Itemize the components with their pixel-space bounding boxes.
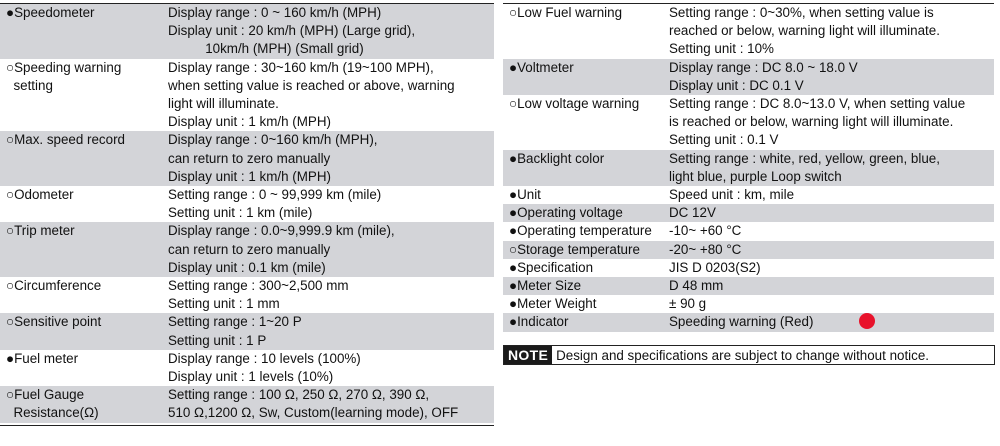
spec-value: ± 90 g [669, 296, 707, 312]
spec-value: Display range : 0 ~ 160 km/h (MPH) Display unit : 20 km/h (MPH) (Large grid), 10km/h (MPH) (Small grid) [168, 4, 494, 59]
spec-row-low-voltage-warning [503, 95, 994, 150]
spec-value: Setting range : white, red, yellow, green, blue, light blue, purple Loop switch [669, 150, 994, 186]
spec-value: Speed unit : km, mile [669, 187, 795, 203]
note-badge: NOTE [504, 346, 552, 364]
spec-row-speeding-warning [0, 59, 494, 132]
spec-row-meter-weight [503, 295, 994, 313]
spec-value: Setting range : 0 ~ 99,999 km (mile) Setting unit : 1 km (mile) [168, 187, 382, 221]
right-spec-table [503, 4, 994, 332]
spec-row-circumference [0, 277, 494, 313]
spec-value: Setting range : 0~30%, when setting value is reached or below, warning light will illuminate. Setting unit : 10% [669, 5, 940, 57]
spec-row-sensitive-point [0, 313, 494, 349]
spec-label: ●Voltmeter [503, 59, 669, 95]
spec-row-indicator [503, 313, 994, 331]
spec-row-unit [503, 186, 994, 204]
note-text: Design and specifications are subject to change without notice. [556, 347, 930, 363]
spec-row-specification [503, 259, 994, 277]
spec-value: -10~ +60 °C [669, 223, 742, 239]
spec-label: ●Operating voltage [503, 204, 669, 222]
spec-label: ●Meter Weight [509, 296, 597, 312]
spec-label: ●Backlight color [503, 150, 669, 186]
spec-label: ●Meter Size [503, 277, 669, 295]
spec-row-fuel-meter [0, 350, 494, 386]
left-spec-table [0, 4, 494, 423]
spec-label: ○Circumference [6, 278, 102, 294]
spec-value: Setting range : 1~20 P Setting unit : 1 P [168, 313, 494, 349]
spec-value: Display range : DC 8.0 ~ 18.0 V Display unit : DC 0.1 V [669, 59, 994, 95]
spec-value: Setting range : 100 Ω, 250 Ω, 270 Ω, 390 Ω, 510 Ω,1200 Ω, Sw, Custom(learning mode), OFF [168, 386, 494, 422]
spec-row-storage-temperature [503, 241, 994, 259]
spec-label: ●Indicator [503, 313, 669, 331]
spec-label: ○Max. speed record [0, 131, 168, 186]
indicator-text: Speeding warning (Red) [669, 314, 814, 330]
spec-row-max-speed [0, 131, 494, 186]
spec-row-trip-meter [0, 222, 494, 277]
spec-label: ○Speeding warning setting [6, 59, 122, 93]
spec-row-speedometer [0, 4, 494, 59]
spec-value: D 48 mm [669, 277, 994, 295]
spec-label: ●Speedometer [0, 4, 168, 59]
spec-value: Display range : 10 levels (100%) Display unit : 1 levels (10%) [168, 350, 361, 385]
spec-row-odometer [0, 186, 494, 222]
spec-label: ○Sensitive point [0, 313, 168, 349]
spec-row-meter-size [503, 277, 994, 295]
red-indicator-dot-icon [859, 313, 875, 329]
spec-label: ○Fuel Gauge Resistance(Ω) [0, 386, 168, 422]
spec-label: ○Trip meter [0, 222, 168, 277]
spec-label: ●Unit [509, 187, 541, 203]
spec-value: Setting range : 300~2,500 mm Setting unit : 1 mm [168, 278, 349, 312]
spec-label: ○Storage temperature [503, 241, 669, 259]
spec-row-fuel-gauge-resistance [0, 386, 494, 422]
spec-label: ○Odometer [6, 187, 74, 203]
spec-label: ○Low voltage warning [509, 96, 640, 112]
spec-value: -20~ +80 °C [669, 241, 994, 259]
spec-label: ○Low Fuel warning [509, 5, 623, 20]
spec-label: ●Specification [509, 259, 594, 275]
note-box [503, 345, 995, 365]
spec-value: Display range : 0.0~9,999.9 km (mile), can return to zero manually Display unit : 0.1 km (mile) [168, 222, 494, 277]
spec-row-operating-temperature [503, 222, 994, 240]
spec-label: ●Fuel meter [6, 350, 79, 366]
bottom-rule-left [0, 425, 494, 426]
spec-row-backlight-color [503, 150, 994, 186]
spec-value: JIS D 0203(S2) [669, 259, 761, 275]
spec-label: ●Operating temperature [509, 223, 652, 239]
spec-row-operating-voltage [503, 204, 994, 222]
spec-value: Display range : 30~160 km/h (19~100 MPH), when setting value is reached or above, warning light will illuminate. Display unit : 1 km/h (MPH) [168, 59, 455, 130]
spec-row-voltmeter [503, 59, 994, 95]
spec-value: Display range : 0~160 km/h (MPH), can return to zero manually Display unit : 1 km/h (MPH) [168, 131, 494, 186]
spec-value: Setting range : DC 8.0~13.0 V, when setting value is reached or below, warning light will illuminate. Setting unit : 0.1 V [669, 96, 966, 148]
spec-value: DC 12V [669, 204, 994, 222]
spec-value [669, 313, 994, 331]
spec-row-low-fuel-warning [503, 4, 994, 59]
